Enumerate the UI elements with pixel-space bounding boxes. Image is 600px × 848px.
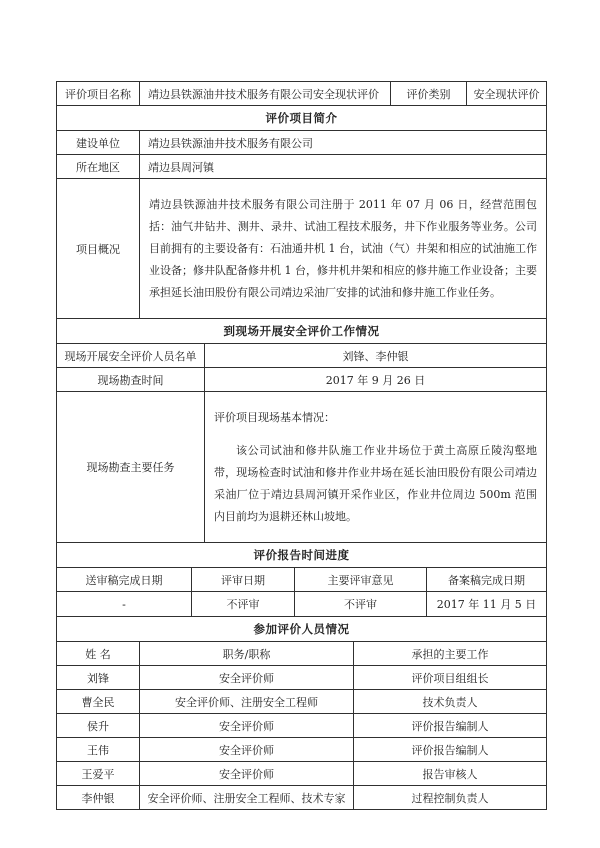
- project-overview-paragraph: 靖边县铁源油井技术服务有限公司注册于 2011 年 07 月 06 日，经营范围包括：油气井钻井、测井、录井、试油工程技术服务，井下作业服务等业务。公司目前拥有的主要设备有：石油通井机 1 台，试油（气）井架和相应的试油施工作业设备；修井队配备修井机 1 台，修井机井架和相应的修井施工作业设备；主要承担延长油田股份有限公司靖边采油厂安排的试油和修井施工作业任务。: [149, 198, 537, 299]
- site-staff-label: 现场开展安全评价人员名单: [57, 344, 205, 368]
- progress-header-draft-date: 送审稿完成日期: [57, 568, 192, 592]
- personnel-duty: 报告审核人: [354, 762, 547, 786]
- personnel-title: 安全评价师: [140, 762, 354, 786]
- progress-header-row: [57, 568, 547, 592]
- progress-header-record-date: 备案稿完成日期: [427, 568, 547, 592]
- project-overview-row: [57, 179, 547, 319]
- construction-unit-value: 靖边县铁源油井技术服务有限公司: [140, 131, 547, 155]
- personnel-name: 侯升: [57, 714, 140, 738]
- personnel-name: 李仲银: [57, 786, 140, 810]
- personnel-row: [57, 690, 547, 714]
- site-section-row: [57, 319, 547, 344]
- personnel-title: 安全评价师: [140, 738, 354, 762]
- location-label: 所在地区: [57, 155, 140, 179]
- personnel-title: 安全评价师、注册安全工程师、技术专家: [140, 786, 354, 810]
- personnel-title: 安全评价师: [140, 666, 354, 690]
- progress-value-row: [57, 592, 547, 617]
- personnel-header-duty: 承担的主要工作: [354, 642, 547, 666]
- personnel-name: 曹全民: [57, 690, 140, 714]
- personnel-duty: 过程控制负责人: [354, 786, 547, 810]
- progress-value-draft-date: -: [57, 592, 192, 617]
- progress-header-review-opinion: 主要评审意见: [295, 568, 427, 592]
- personnel-row: [57, 738, 547, 762]
- construction-unit-label: 建设单位: [57, 131, 140, 155]
- personnel-header-name: 姓 名: [57, 642, 140, 666]
- project-name-value: 靖边县铁源油井技术服务有限公司安全现状评价: [140, 82, 391, 106]
- personnel-row: [57, 666, 547, 690]
- survey-task-value: [205, 392, 547, 543]
- personnel-duty: 评价报告编制人: [354, 714, 547, 738]
- personnel-header-row: [57, 642, 547, 666]
- project-name-label: 评价项目名称: [57, 82, 140, 106]
- personnel-title: 安全评价师、注册安全工程师: [140, 690, 354, 714]
- project-overview-label: 项目概况: [57, 179, 140, 319]
- personnel-row: [57, 762, 547, 786]
- survey-task-label: 现场勘查主要任务: [57, 392, 205, 543]
- survey-task-row: [57, 392, 547, 543]
- evaluation-info-table: [56, 81, 547, 810]
- personnel-name: 王伟: [57, 738, 140, 762]
- survey-date-row: [57, 368, 547, 392]
- progress-section-title: 评价报告时间进度: [57, 543, 547, 568]
- personnel-duty: 评价报告编制人: [354, 738, 547, 762]
- personnel-title: 安全评价师: [140, 714, 354, 738]
- survey-date-value: 2017 年 9 月 26 日: [205, 368, 547, 392]
- personnel-header-title: 职务/职称: [140, 642, 354, 666]
- personnel-name: 刘锋: [57, 666, 140, 690]
- personnel-section-row: [57, 617, 547, 642]
- survey-task-line2: 该公司试油和修井队施工作业井场位于黄土高原丘陵沟壑地带，现场检查时试油和修井作业井场在延长油田股份有限公司靖边采油厂位于靖边县周河镇开采作业区，作业井位周边 500m 范围内目前均为退耕还林山坡地。: [214, 444, 537, 523]
- evaluation-category-label: 评价类别: [391, 82, 467, 106]
- personnel-row: [57, 714, 547, 738]
- personnel-name: 王爱平: [57, 762, 140, 786]
- project-overview-value: [140, 179, 547, 319]
- construction-unit-row: [57, 131, 547, 155]
- site-staff-value: 刘锋、李仲银: [205, 344, 547, 368]
- progress-value-record-date: 2017 年 11 月 5 日: [427, 592, 547, 617]
- site-section-title: 到现场开展安全评价工作情况: [57, 319, 547, 344]
- progress-value-review-date: 不评审: [192, 592, 295, 617]
- progress-header-review-date: 评审日期: [192, 568, 295, 592]
- intro-section-title: 评价项目简介: [57, 106, 547, 131]
- progress-section-row: [57, 543, 547, 568]
- personnel-duty: 评价项目组组长: [354, 666, 547, 690]
- location-row: [57, 155, 547, 179]
- project-name-row: [57, 82, 547, 106]
- personnel-section-title: 参加评价人员情况: [57, 617, 547, 642]
- personnel-row: [57, 786, 547, 810]
- personnel-duty: 技术负责人: [354, 690, 547, 714]
- location-value: 靖边县周河镇: [140, 155, 547, 179]
- intro-section-row: [57, 106, 547, 131]
- survey-task-line1: 评价项目现场基本情况：: [214, 411, 335, 424]
- site-staff-row: [57, 344, 547, 368]
- evaluation-category-value: 安全现状评价: [467, 82, 547, 106]
- progress-value-review-opinion: 不评审: [295, 592, 427, 617]
- survey-date-label: 现场勘查时间: [57, 368, 205, 392]
